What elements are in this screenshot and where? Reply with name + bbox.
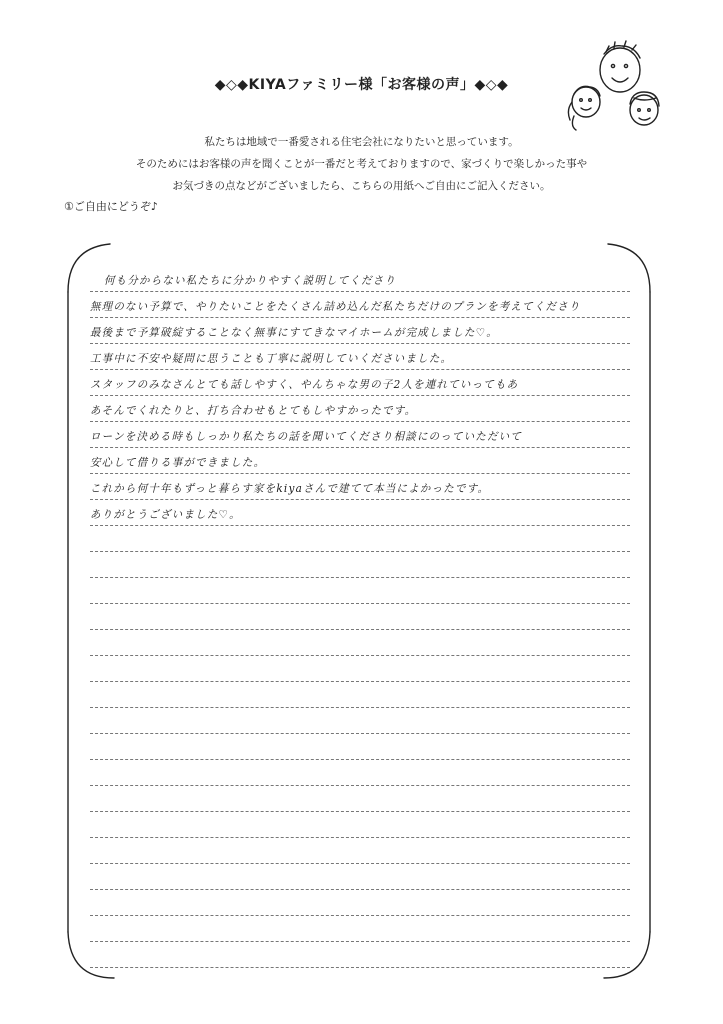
intro-line: 私たちは地域で一番愛される住宅会社になりたいと思っています。 [204, 136, 519, 148]
comment-text: ありがとうございました♡。 [90, 508, 241, 521]
comment-line [90, 266, 630, 292]
family-faces-drawing [562, 40, 667, 135]
comment-line [90, 682, 630, 708]
comment-line [90, 864, 630, 890]
comment-line [90, 344, 630, 370]
comment-lines [90, 266, 630, 968]
comment-text: 最後まで予算破綻することなく無事にすてきなマイホームが完成しました♡。 [90, 326, 498, 339]
free-comment-prompt: ①ご自由にどうぞ♪ [64, 200, 158, 213]
comment-line [90, 552, 630, 578]
comment-text: 安心して借りる事ができました。 [90, 456, 266, 469]
comment-line [90, 396, 630, 422]
comment-line [90, 370, 630, 396]
comment-line [90, 734, 630, 760]
comment-line [90, 760, 630, 786]
intro-line: お気づきの点などがございましたら、こちらの用紙へご自由にご記入ください。 [172, 180, 551, 192]
comment-line [90, 630, 630, 656]
comment-line [90, 604, 630, 630]
comment-text: これから何十年もずっと暮らす家をkiyaさんで建てて本当によかったです。 [90, 482, 490, 495]
comment-line [90, 812, 630, 838]
comment-text: 何も分からない私たちに分かりやすく説明してくださり [104, 274, 397, 287]
comment-line [90, 474, 630, 500]
comment-text: 工事中に不安や疑問に思うことも丁寧に説明していくださいました。 [90, 352, 453, 365]
comment-line [90, 448, 630, 474]
comment-text: あそんでくれたりと、打ち合わせもとてもしやすかったです。 [90, 404, 417, 417]
comment-text: ローンを決める時もしっかり私たちの話を聞いてくださり相談にのっていただいて [90, 430, 523, 443]
comment-line [90, 292, 630, 318]
comment-line [90, 526, 630, 552]
intro-text [60, 131, 663, 197]
comment-line [90, 916, 630, 942]
comment-line [90, 786, 630, 812]
comment-line [90, 422, 630, 448]
comment-line [90, 500, 630, 526]
comment-line [90, 838, 630, 864]
comment-line [90, 708, 630, 734]
comment-line [90, 942, 630, 968]
comment-line [90, 318, 630, 344]
comment-text: 無理のない予算で、やりたいことをたくさん詰め込んだ私たちだけのプランを考えてくださり [90, 300, 581, 313]
comment-line [90, 578, 630, 604]
comment-text: スタッフのみなさんとても話しやすく、やんちゃな男の子2人を連れていってもあ [90, 378, 519, 391]
comment-line [90, 890, 630, 916]
comment-line [90, 656, 630, 682]
intro-line: そのためにはお客様の声を聞くことが一番だと考えておりますので、家づくりで楽しかった事や [135, 158, 588, 170]
page-title: ◆◇◆KIYAファミリー様「お客様の声」◆◇◆ [214, 77, 509, 93]
